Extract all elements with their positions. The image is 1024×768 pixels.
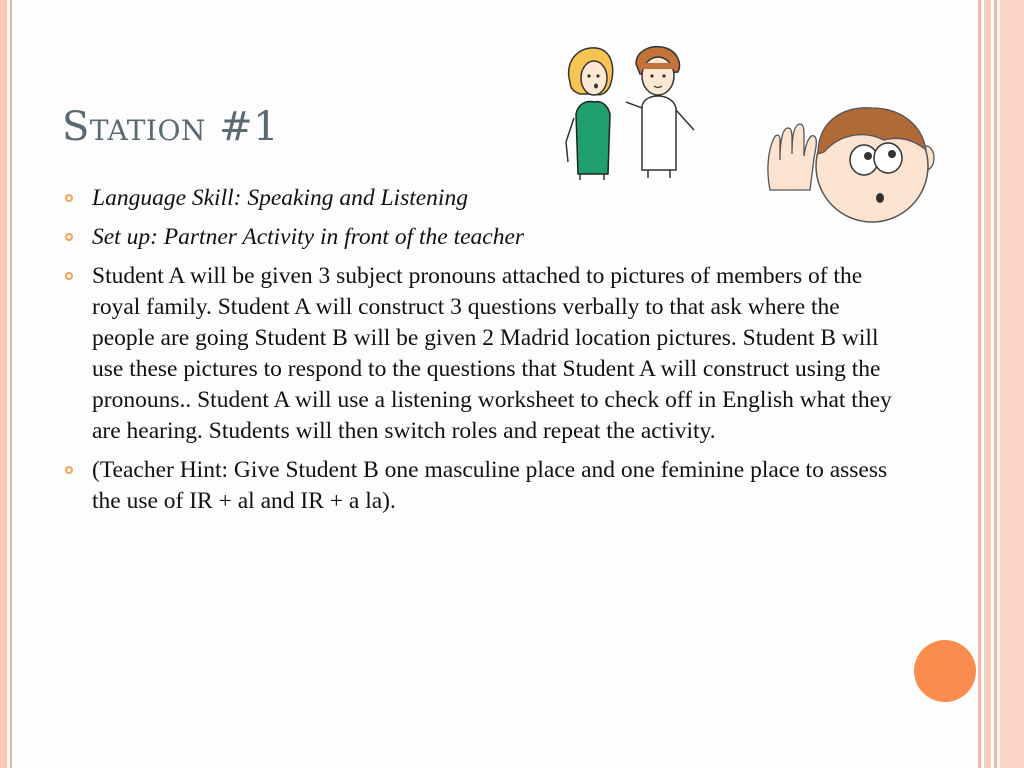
bullet-text: Student A will be given 3 subject pronouns attached to pictures of members of the royal family. Student A will construct 3 questions verbally to that ask where the people are going Student B will be given 2 Madrid location pictures. Student B will use these pictures to respond to the questions that Student A will construct using the pronouns.. Student A will use a listening worksheet to check off in English what they are hearing. Students will then switch roles and repeat the activity.	[92, 263, 892, 444]
decorative-orange-circle	[914, 640, 976, 702]
bullet-list	[62, 183, 902, 525]
girl-figure	[566, 48, 613, 180]
left-border-bar	[0, 0, 7, 768]
bullet-marker-icon	[65, 466, 73, 474]
bullet-text: Set up: Partner Activity in front of the teacher	[92, 224, 525, 250]
slide-title: Station #1	[62, 104, 280, 150]
bullet-setup	[62, 222, 902, 253]
bullet-activity-description	[62, 261, 902, 447]
students-talking-illustration	[556, 42, 706, 182]
bullet-language-skill	[62, 183, 902, 214]
left-border-line	[10, 0, 12, 768]
bullet-teacher-hint	[62, 455, 902, 517]
bullet-text: Language Skill: Speaking and Listening	[92, 185, 468, 211]
bullet-text: (Teacher Hint: Give Student B one masculine place and one feminine place to assess the use of IR + al and IR + a la).	[92, 457, 888, 514]
bullet-marker-icon	[65, 233, 73, 241]
boy-figure	[626, 47, 694, 178]
bullet-marker-icon	[65, 272, 73, 280]
bullet-marker-icon	[65, 194, 73, 202]
right-border-stripes	[978, 0, 1024, 768]
